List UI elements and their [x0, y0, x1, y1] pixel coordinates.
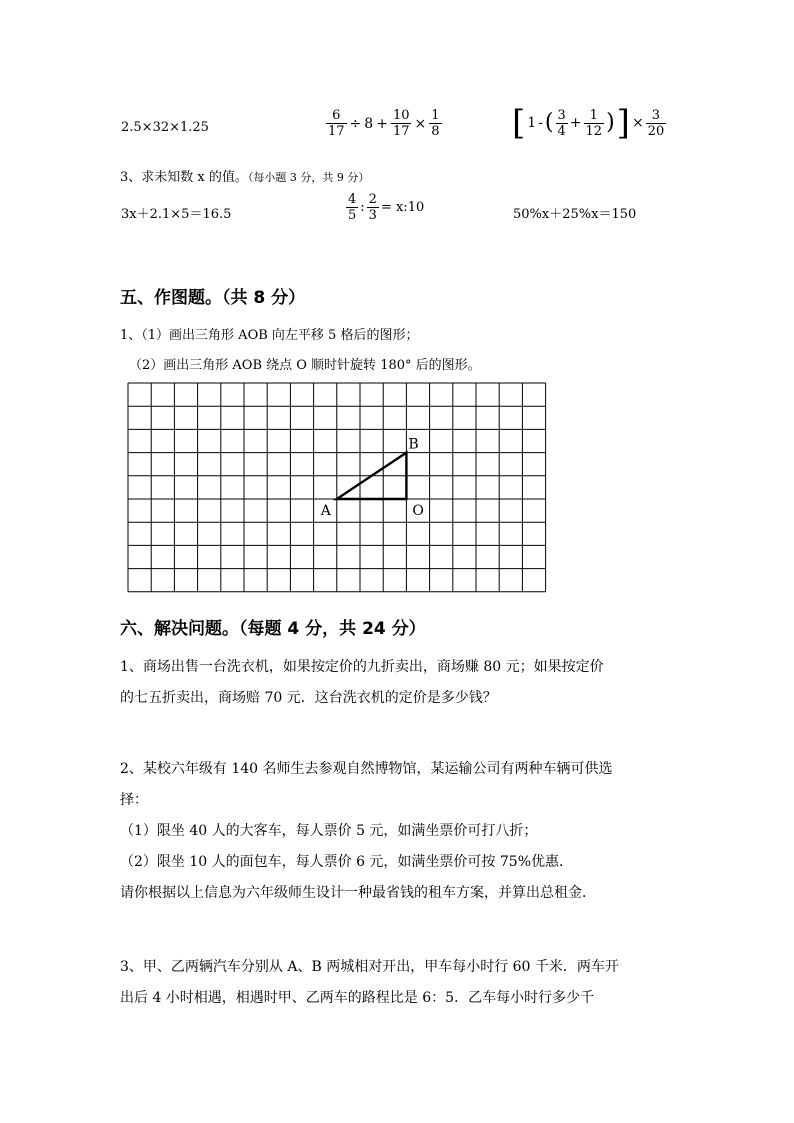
expression-2: $\frac{6}{17}$ ÷ 8 + $\frac{10}{17}$ × $\frac{1}{8}$: [328, 108, 440, 139]
point-o-label: O: [412, 503, 424, 519]
equation-3: 50%x＋25%x＝150: [513, 207, 637, 222]
section-5-title: 五、作图题。（共 8 分）: [120, 288, 306, 308]
point-b-label: B: [408, 436, 419, 453]
equation-1: 3x＋2.1×5＝16.5: [121, 207, 232, 222]
problem-2-line-2: 择：: [120, 792, 148, 808]
expression-1: 2.5×32×1.25: [121, 120, 209, 135]
expression-3: [ 1 - ( $\frac{3}{4}$ + $\frac{1}{12}$ ) ] × $\frac{3}{20}$: [512, 103, 665, 143]
section-5-question-1a: 1、（1）画出三角形 AOB 向左平移 5 格后的图形；: [120, 328, 419, 343]
problem-2-line-1: 2、某校六年级有 140 名师生去参观自然博物馆，某运输公司有两种车辆可供选: [120, 761, 613, 777]
drawing-grid: [120, 378, 560, 600]
fraction: $\frac{2}{3}$: [368, 192, 377, 223]
fraction: $\frac{3}{4}$: [557, 107, 566, 139]
point-a-label: A: [320, 503, 331, 519]
fraction: $\frac{3}{20}$: [647, 107, 665, 139]
fraction: $\frac{1}{8}$: [431, 108, 440, 139]
fraction: $\frac{6}{17}$: [328, 108, 345, 139]
question-3-label: 3、求未知数 x 的值。（每小题 3 分，共 9 分）: [120, 170, 370, 185]
problem-2-line-5: 请你根据以上信息为六年级师生设计一种最省钱的租车方案，并算出总租金．: [120, 885, 596, 901]
problem-2-line-4: （2）限坐 10 人的面包车，每人票价 6 元，如满坐票价可按 75%优惠．: [120, 854, 573, 870]
section-5-question-1b: （2）画出三角形 AOB 绕点 O 顺时针旋转 180° 后的图形。: [129, 358, 481, 373]
problem-1-line-1: 1、商场出售一台洗衣机，如果按定价的九折卖出，商场赚 80 元；如果按定价: [120, 659, 604, 675]
fraction: $\frac{10}{17}$: [392, 108, 410, 139]
problem-1-line-2: 的七五折卖出，商场赔 70 元．这台洗衣机的定价是多少钱？: [120, 690, 497, 706]
fraction: $\frac{1}{12}$: [585, 107, 603, 139]
section-6-title: 六、解决问题。（每题 4 分，共 24 分）: [120, 619, 426, 639]
grid-lines: [128, 383, 546, 592]
equation-2: $\frac{4}{5}$ : $\frac{2}{3}$ = x:10: [348, 192, 425, 223]
problem-3-line-1: 3、甲、乙两辆汽车分别从 A、B 两城相对开出，甲车每小时行 60 千米．两车开: [120, 959, 619, 975]
fraction: $\frac{4}{5}$: [348, 192, 357, 223]
problem-3-line-2: 出后 4 小时相遇，相遇时甲、乙两车的路程比是 6：5．乙车每小时行多少千: [120, 990, 595, 1006]
problem-2-line-3: （1）限坐 40 人的大客车，每人票价 5 元，如满坐票价可打八折；: [120, 823, 538, 839]
